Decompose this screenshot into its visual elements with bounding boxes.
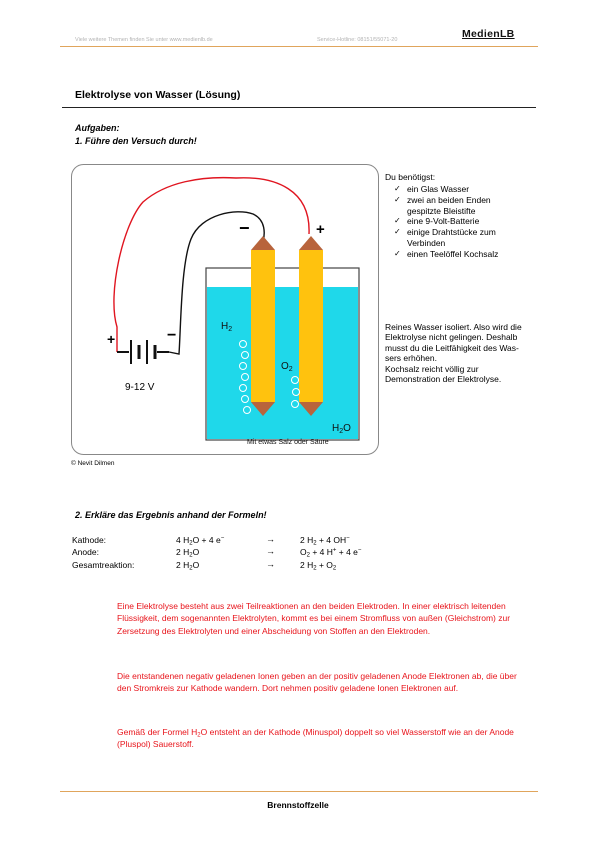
formula-label: Kathode: xyxy=(72,535,107,545)
check-icon: ✓ xyxy=(394,216,401,226)
materials-list xyxy=(387,184,525,260)
left-pencil xyxy=(251,250,275,402)
h2-label: $H_2$ xyxy=(221,321,233,333)
formula-products: 2 $H_2 + O_2$ xyxy=(300,560,337,572)
formula-reactants: 2 $H_2O$ xyxy=(176,547,200,559)
medienlb-logo: MedienLB xyxy=(462,28,515,40)
list-item: ✓ eine 9-Volt-Batterie xyxy=(394,216,480,227)
check-icon: ✓ xyxy=(394,227,401,237)
image-credit: © Nevit Dilmen xyxy=(71,460,115,467)
check-icon: ✓ xyxy=(394,184,401,193)
battery-minus-sign: − xyxy=(167,327,177,344)
battery-plus-sign: + xyxy=(107,331,116,347)
o2-label: $O_2$ xyxy=(281,361,293,373)
reaction-arrow: → xyxy=(266,534,275,544)
formula-label: Gesamtreaktion: xyxy=(72,560,135,570)
formula-reactants: 4 $H_2O + 4$ e− xyxy=(176,535,225,547)
answer-paragraph-1: Eine Elektrolyse besteht aus zwei Teilreaktionen an den beiden Elektroden. In einer elektrisch leitenden Flüssigkeit, dem sogenannten Elektrolyten, kommt es bei einem Stromfluss von außen (Gleichstrom) zur Zersetzung des Elektrolyten und einer Abscheidung von Stoffen an den Elektroden. xyxy=(117,601,511,636)
header-divider xyxy=(60,46,538,47)
anode-plus-sign: + xyxy=(316,221,325,238)
check-icon: ✓ xyxy=(394,248,401,258)
tasks-heading: Aufgaben: xyxy=(75,123,120,133)
salt-note: Mit etwas Salz oder Säure xyxy=(247,439,329,446)
footer-divider xyxy=(60,791,538,792)
reaction-arrow: → xyxy=(266,546,275,556)
formula-products: $O_2 + 4$ H+ + 4 e− xyxy=(300,547,362,559)
cathode-minus-sign: − xyxy=(239,218,250,238)
page-title: Elektrolyse von Wasser (Lösung) xyxy=(75,89,241,101)
electrolysis-diagram xyxy=(71,164,379,455)
list-item: ✓ ein Glas Wasser xyxy=(394,184,470,194)
check-icon: ✓ xyxy=(394,194,401,204)
formula-products: 2 $H_2 + 4$ OH− xyxy=(300,535,350,547)
task-2: 2. Erkläre das Ergebnis anhand der Formeln! xyxy=(75,510,267,520)
title-underline xyxy=(62,107,536,108)
list-item: ✓ einen Teelöffel Kochsalz xyxy=(394,248,499,259)
reaction-arrow: → xyxy=(266,559,275,569)
list-item: ✓ zwei an beiden Enden gespitzte Bleistifte xyxy=(394,194,491,216)
header-website-text: Viele weitere Themen finden Sie unter www.medienlb.de xyxy=(75,37,213,43)
materials-note: Reines Wasser isoliert. Also wird die Elektrolyse nicht gelingen. Deshalb musst du die Leitfähigkeit des Was-sers erhöhen. Kochsalz reicht völlig zur Demonstration der Elektrolyse. xyxy=(385,322,522,385)
right-pencil xyxy=(299,250,323,402)
battery-voltage-label: 9-12 V xyxy=(125,382,155,393)
formula-reactants: 2 $H_2O$ xyxy=(176,560,200,572)
task-1: 1. Führe den Versuch durch! xyxy=(75,136,197,146)
answer-paragraph-3: Gemäß der Formel $H_2O$ entsteht an der Kathode (Minuspol) doppelt so viel Wasserstoff wie an der Anode (Pluspol) Sauerstoff. xyxy=(117,727,514,750)
formula-label: Anode: xyxy=(72,547,99,557)
water-label: $H_2O$ xyxy=(332,423,351,435)
materials-title: Du benötigst: xyxy=(385,172,436,182)
header-hotline: Service-Hotline: 08151/55071-20 xyxy=(317,37,398,43)
answer-paragraph-2: Die entstandenen negativ geladenen Ionen geben an der positiv geladenen Anode Elektronen ab, die über den Stromkreis zur Kathode wandern. Dort nehmen positiv geladene Ionen Elektronen auf. xyxy=(117,671,517,694)
list-item: ✓ einige Drahtstücke zum Verbinden xyxy=(394,227,496,248)
footer-title: Brennstoffzelle xyxy=(267,800,329,810)
